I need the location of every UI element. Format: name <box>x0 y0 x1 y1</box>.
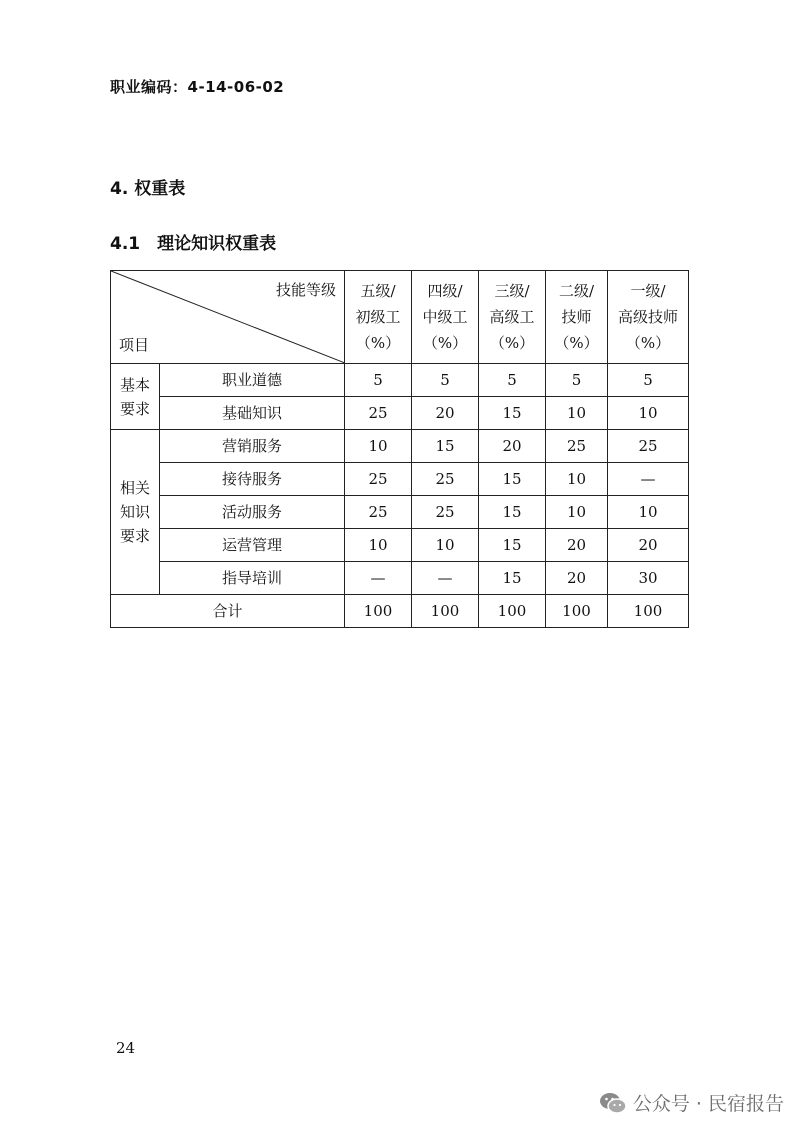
level-title: 技师 <box>561 308 592 326</box>
group-label-line: 相关 <box>119 479 150 497</box>
value-cell: 25 <box>345 397 412 430</box>
value-cell: 20 <box>546 562 608 595</box>
occupation-code: 职业编码：4-14-06-02 <box>110 78 285 96</box>
value-cell: 10 <box>546 463 608 496</box>
weight-table <box>110 270 689 628</box>
group-label-line: 要求 <box>119 399 150 418</box>
level-name: 三级/ <box>494 282 530 300</box>
table-header-row <box>111 271 689 364</box>
item-name-cell: 运营管理 <box>160 529 345 562</box>
value-cell: 15 <box>479 562 546 595</box>
table-row <box>111 430 689 463</box>
value-cell: 25 <box>608 430 689 463</box>
level-name: 一级/ <box>630 282 666 300</box>
value-cell: 5 <box>412 364 479 397</box>
value-cell: 5 <box>608 364 689 397</box>
total-value-cell: 100 <box>412 595 479 628</box>
value-cell: — <box>412 562 479 595</box>
section-title: 4. 权重表 <box>110 179 186 199</box>
level-unit: （%） <box>489 334 535 352</box>
item-name-cell: 活动服务 <box>160 496 345 529</box>
level-header-cell <box>608 271 689 364</box>
value-cell: 15 <box>479 529 546 562</box>
value-cell: 25 <box>546 430 608 463</box>
item-name-cell: 接待服务 <box>160 463 345 496</box>
level-header-cell <box>345 271 412 364</box>
group-label-cell <box>111 430 160 595</box>
group-label-line: 要求 <box>119 527 150 545</box>
watermark-text: 公众号 · 民宿报告 <box>632 1093 784 1115</box>
level-unit: （%） <box>355 334 401 352</box>
page-number: 24 <box>116 1039 136 1057</box>
level-header-cell <box>546 271 608 364</box>
value-cell: 20 <box>412 397 479 430</box>
value-cell: 15 <box>479 397 546 430</box>
total-value-cell: 100 <box>608 595 689 628</box>
level-unit: （%） <box>422 334 468 352</box>
value-cell: 20 <box>479 430 546 463</box>
value-cell: 5 <box>546 364 608 397</box>
corner-item-label: 项目 <box>119 336 150 355</box>
level-title: 高级技师 <box>617 308 678 326</box>
level-header-cell <box>412 271 479 364</box>
table-row <box>111 529 689 562</box>
total-value-cell: 100 <box>479 595 546 628</box>
value-cell: 20 <box>608 529 689 562</box>
level-title: 中级工 <box>422 308 468 326</box>
total-value-cell: 100 <box>546 595 608 628</box>
value-cell: 10 <box>546 397 608 430</box>
level-unit: （%） <box>554 334 599 352</box>
level-name: 二级/ <box>558 282 595 300</box>
level-title: 初级工 <box>355 308 401 326</box>
value-cell: 20 <box>546 529 608 562</box>
value-cell: 15 <box>412 430 479 463</box>
level-name: 五级/ <box>360 282 396 300</box>
value-cell: 10 <box>546 496 608 529</box>
value-cell: 10 <box>608 496 689 529</box>
group-label-line: 基本 <box>119 375 150 394</box>
table-row <box>111 397 689 430</box>
wechat-icon <box>599 1091 627 1115</box>
group-label-cell <box>111 364 160 430</box>
value-cell: 30 <box>608 562 689 595</box>
value-cell: 25 <box>412 496 479 529</box>
diagonal-header-cell <box>111 271 345 364</box>
level-title: 高级工 <box>489 308 535 326</box>
value-cell: 10 <box>345 430 412 463</box>
item-name-cell: 基础知识 <box>160 397 345 430</box>
value-cell: 10 <box>345 529 412 562</box>
corner-skill-label: 技能等级 <box>275 281 336 299</box>
value-cell: 10 <box>412 529 479 562</box>
watermark <box>599 1089 784 1116</box>
level-unit: （%） <box>625 334 671 352</box>
value-cell: 10 <box>608 397 689 430</box>
table-row <box>111 496 689 529</box>
level-header-cell <box>479 271 546 364</box>
value-cell: 15 <box>479 463 546 496</box>
value-cell: 15 <box>479 496 546 529</box>
item-name-cell: 指导培训 <box>160 562 345 595</box>
table-row <box>111 463 689 496</box>
table-row <box>111 562 689 595</box>
table-row <box>111 364 689 397</box>
group-label-line: 知识 <box>119 503 150 521</box>
value-cell: 25 <box>345 463 412 496</box>
value-cell: — <box>608 463 689 496</box>
value-cell: 5 <box>345 364 412 397</box>
total-value-cell: 100 <box>345 595 412 628</box>
item-name-cell: 营销服务 <box>160 430 345 463</box>
value-cell: 5 <box>479 364 546 397</box>
value-cell: 25 <box>412 463 479 496</box>
total-row <box>111 595 689 628</box>
item-name-cell: 职业道德 <box>160 364 345 397</box>
level-name: 四级/ <box>427 282 463 300</box>
value-cell: — <box>345 562 412 595</box>
total-label-cell: 合计 <box>111 595 345 628</box>
value-cell: 25 <box>345 496 412 529</box>
subsection-title: 4.1 理论知识权重表 <box>110 234 277 254</box>
